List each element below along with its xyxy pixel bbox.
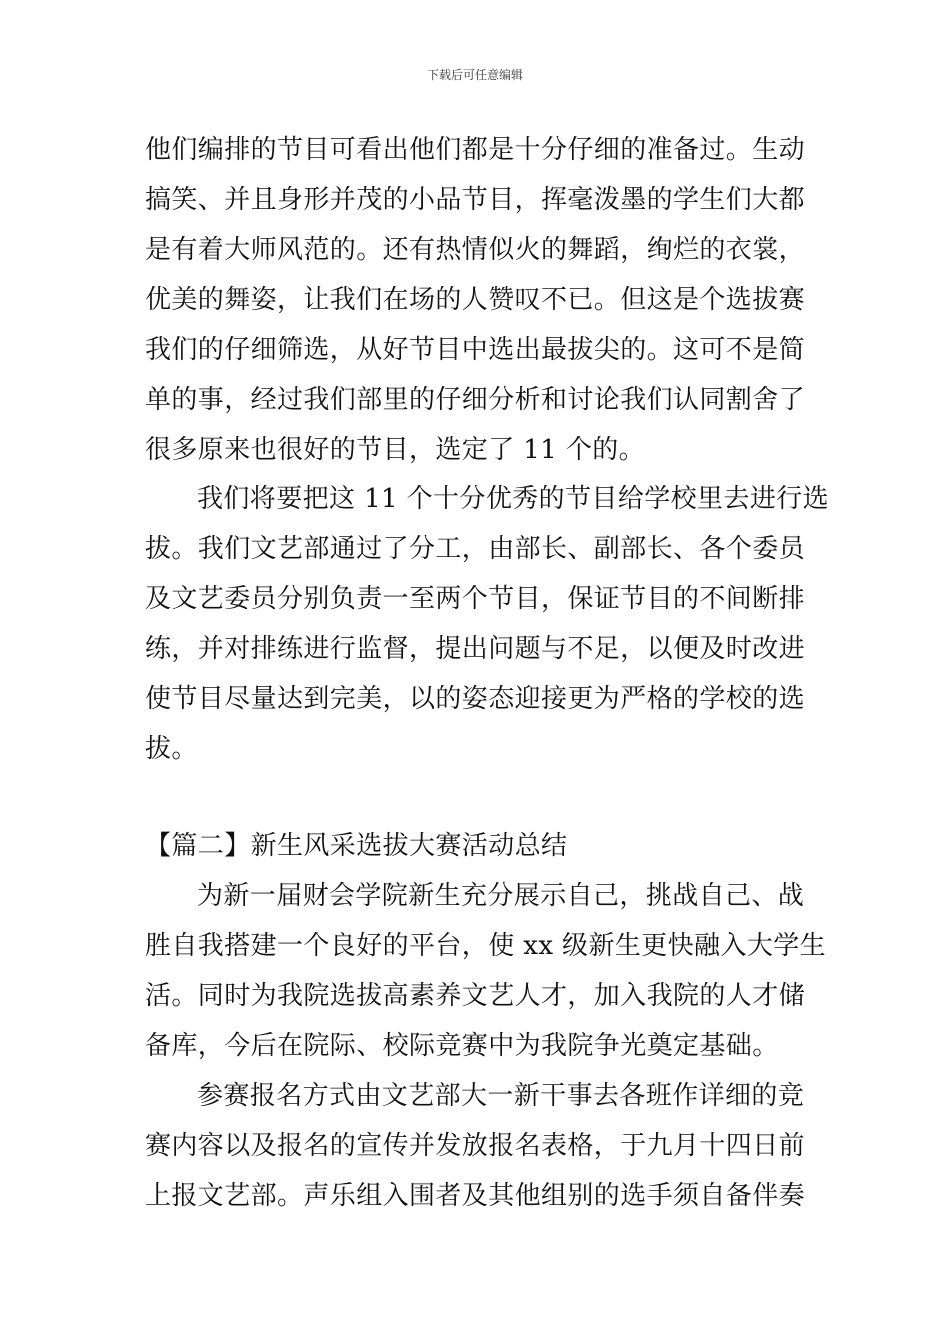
- paragraph-line: 上报文艺部。声乐组入围者及其他组别的选手须自备伴奏: [145, 1181, 806, 1211]
- paragraph-line: 练，并对排练进行监督，提出问题与不足，以便及时改进: [145, 634, 806, 664]
- paragraph-line: 单的事，经过我们部里的仔细分析和讨论我们认同割舍了: [145, 385, 806, 415]
- paragraph-line: 很多原来也很好的节目，选定了 11 个的。: [145, 435, 646, 465]
- paragraph-line: 拔。: [145, 734, 198, 764]
- paragraph-line: 我们将要把这 11 个十分优秀的节目给学校里去进行选: [197, 484, 830, 514]
- paragraph-line: 参赛报名方式由文艺部大一新干事去各班作详细的竞: [197, 1081, 805, 1111]
- paragraph-line: 拔。我们文艺部通过了分工，由部长、副部长、各个委员: [145, 534, 806, 564]
- paragraph-line: 备库，今后在院际、校际竞赛中为我院争光奠定基础。: [145, 1031, 779, 1061]
- paragraph-line: 活。同时为我院选拔高素养文艺人才，加入我院的人才储: [145, 981, 806, 1011]
- paragraph-line: 赛内容以及报名的宣传并发放报名表格，于九月十四日前: [145, 1131, 806, 1161]
- paragraph-line: 我们的仔细筛选，从好节目中选出最拔尖的。这可不是简: [145, 335, 806, 365]
- paragraph-line: 使节目尽量达到完美，以的姿态迎接更为严格的学校的选: [145, 684, 806, 714]
- page-header-note: 下载后可任意编辑: [426, 68, 523, 82]
- paragraph-line: 优美的舞姿，让我们在场的人赞叹不已。但这是个选拔赛: [145, 285, 806, 315]
- paragraph-line: 胜自我搭建一个良好的平台，使 xx 级新生更快融入大学生: [145, 931, 827, 961]
- paragraph-line: 搞笑、并且身形并茂的小品节目，挥毫泼墨的学生们大都: [145, 185, 806, 215]
- paragraph-line: 是有着大师风范的。还有热情似火的舞蹈，绚烂的衣裳，: [145, 235, 806, 265]
- section-heading: 【篇二】新生风采选拔大赛活动总结: [145, 831, 568, 861]
- paragraph-line: 及文艺委员分别负责一至两个节目，保证节目的不间断排: [145, 584, 806, 614]
- paragraph-line: 为新一届财会学院新生充分展示自己，挑战自己、战: [197, 881, 805, 911]
- paragraph-line: 他们编排的节目可看出他们都是十分仔细的准备过。生动: [145, 135, 806, 165]
